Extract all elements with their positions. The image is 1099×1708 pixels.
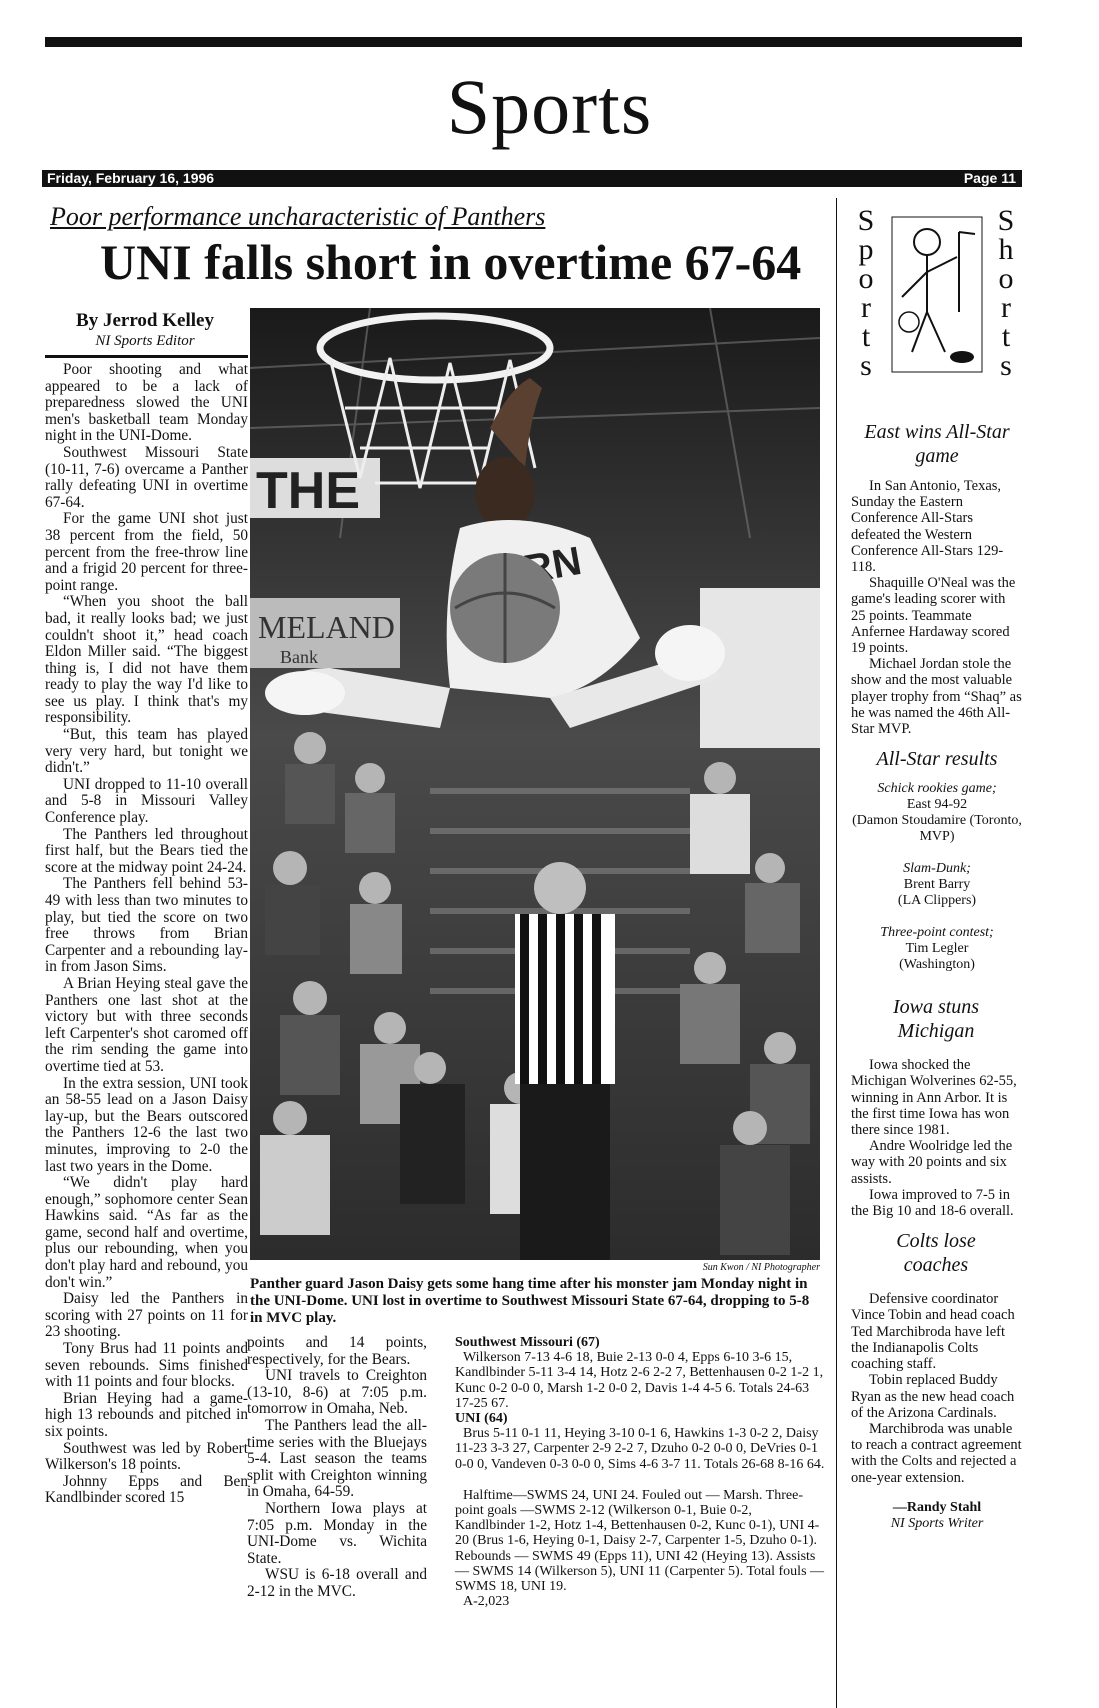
result-event: Slam-Dunk;	[903, 861, 971, 877]
paragraph: Tobin replaced Buddy Ryan as the new head coach of the Arizona Cardinals.	[851, 1372, 1015, 1421]
paragraph: Iowa improved to 7-5 in the Big 10 and 18-6 overall.	[851, 1186, 1014, 1220]
paragraph: “When you shoot the ball bad, it really looks bad; we just couldn't shoot it,” head coach Eldon Miller said. “The biggest thing is, I did not have them ready to play the way I'd like to see us play. I think that's my responsibility.	[45, 593, 248, 727]
result-winner: East 94-92	[906, 797, 968, 813]
sidebar-story-body	[851, 1291, 1023, 1485]
box-team-2: UNI (64)	[455, 1411, 508, 1427]
sidebar-vertical-title-left: S p o r t s	[857, 204, 875, 382]
paragraph: Poor shooting and what appeared to be a lack of preparedness slowed the UNI men's basketball team Monday night in the UNI-Dome.	[45, 361, 248, 445]
paragraph: Brian Heying had a game-high 13 rebounds and pitched in six points.	[45, 1389, 248, 1440]
sidebar-story-head: Iowa stuns Michigan	[892, 996, 980, 1043]
paragraph: For the game UNI shot just 38 percent from the field, 50 percent from the free-throw line and a frigid 20 percent for three-point range.	[45, 510, 248, 594]
result-detail: (Damon Stoudamire (Toronto, MVP)	[852, 813, 1022, 845]
sponsor-banner-text: MELAND	[258, 609, 395, 645]
headline: UNI falls short in overtime 67-64	[100, 234, 802, 290]
result-winner: Tim Legler	[905, 941, 969, 957]
arena-banner-text: THE	[256, 462, 360, 520]
paragraph: Iowa shocked the Michigan Wolverines 62-55, winning in Ann Arbor. It is the first time Iowa has won there since 1981.	[851, 1057, 1017, 1139]
paragraph: In San Antonio, Texas, Sunday the Eastern Conference All-Stars defeated the Western Conference All-Stars 129-118.	[851, 478, 1004, 576]
paragraph: The Panthers led throughout first half, but the Bears tied the score at the midway point 24-24.	[45, 825, 248, 876]
paragraph: Shaquille O'Neal was the game's leading scorer with 25 points. Teammate Anfernee Hardaway scored 19 points.	[851, 575, 1016, 657]
dunk-photo-illustration	[250, 308, 820, 1260]
article-column-1	[45, 362, 248, 1507]
sidebar-story-body	[851, 1057, 1023, 1219]
paragraph: Andre Woolridge led the way with 20 points and six assists.	[851, 1138, 1013, 1187]
sidebar-signoff: —Randy Stahl	[892, 1499, 982, 1515]
paragraph: The Panthers lead the all-time series with the Bluejays 5-4. Last season the teams split with Creighton winning in Omaha, 64-59.	[247, 1416, 427, 1501]
sidebar-vertical-title-right: S h o r t s	[997, 204, 1015, 382]
byline-rule	[45, 355, 248, 358]
paragraph: points and 14 points, respectively, for the Bears.	[247, 1334, 427, 1368]
byline-role: NI Sports Editor	[95, 333, 195, 349]
result-winner: Brent Barry	[903, 877, 971, 893]
photo-caption: Panther guard Jason Daisy gets some hang time after his monster jam Monday night in the UNI-Dome. UNI lost in overtime to Southwest Missouri State 67-64, dropping to 5-8 in MVC play.	[250, 1276, 810, 1326]
paragraph: “We didn't play hard enough,” sophomore center Sean Hawkins said. “As far as the game, second half and overtime, plus our rebounding, when you don't play hard and rebound, you don't win.”	[45, 1174, 248, 1291]
byline: By Jerrod Kelley	[76, 310, 214, 331]
sidebar-signoff-role: NI Sports Writer	[890, 1515, 984, 1531]
column-divider	[836, 198, 837, 1708]
paragraph: UNI travels to Creighton (13-10, 8-6) at 7:05 p.m. tomorrow in Omaha, Neb.	[247, 1367, 427, 1418]
paragraph: Marchibroda was unable to reach a contract agreement with the Colts and rejected a one-year extension.	[851, 1420, 1022, 1486]
paragraph: UNI dropped to 11-10 overall and 5-8 in Missouri Valley Conference play.	[45, 775, 248, 827]
kicker: Poor performance uncharacteristic of Panthers	[50, 202, 546, 231]
page-number: Page 11	[963, 170, 1016, 186]
box-team-2-line: Brus 5-11 0-1 11, Heying 3-10 0-1 6, Hawkins 1-3 0-2 2, Daisy 11-23 3-3 27, Carpenter 2-9 2-2 7, Dzuho 0-2 0-0 0, DeVries 0-1 0-0 0, Vandeven 0-3 0-0 0, Sims 4-6 3-7 11. Totals 26-68 8-16 64.	[455, 1426, 825, 1472]
paragraph: Southwest was led by Robert Wilkerson's 18 points.	[45, 1439, 248, 1474]
paragraph: Johnny Epps and Ben Kandlbinder scored 15	[45, 1472, 248, 1507]
top-rule	[45, 37, 1022, 47]
paragraph: Southwest Missouri State (10-11, 7-6) overcame a Panther rally defeating UNI in overtime 67-64.	[45, 443, 248, 511]
sponsor-banner-sub: Bank	[280, 647, 318, 667]
paragraph: “But, this team has played very very hard, but tonight we didn't.”	[45, 726, 248, 777]
paragraph: The Panthers fell behind 53-49 with less than two minutes to play, but tied the score on two free throws from Brian Carpenter and a rebounding lay-in from Jason Sims.	[45, 875, 248, 976]
article-column-2	[247, 1335, 427, 1601]
paragraph: Daisy led the Panthers in scoring with 27 points on 11 for 23 shooting.	[45, 1290, 248, 1341]
result-event: Schick rookies game;	[877, 781, 997, 797]
game-photo	[250, 308, 820, 1260]
sidebar-story-body	[851, 478, 1023, 737]
box-score	[455, 1335, 825, 1609]
paragraph: In the extra session, UNI took an 58-55 lead on a Jason Daisy lay-up, but the Bears outscored the Panthers 12-6 the last two minutes, improving to 2-0 the last two years in the Dome.	[45, 1074, 248, 1175]
paragraph: Northern Iowa plays at 7:05 p.m. Monday in the UNI-Dome vs. Wichita State.	[247, 1499, 427, 1567]
paragraph: WSU is 6-18 overall and 2-12 in the MVC.	[247, 1566, 427, 1600]
sidebar-story-head: East wins All-Star game	[864, 421, 1010, 467]
box-summary: Halftime—SWMS 24, UNI 24. Fouled out — Marsh. Three-point goals —SWMS 2-12 (Wilkerson 0-1, Buie 0-2, Kandlbinder 1-2, Hotz 1-4, Bettenhausen 0-2, Kunc 0-1), UNI 4-20 (Brus 1-6, Heying 0-1, Daisy 2-7, Carpenter 1-5, Dzuho 0-1). Rebounds — SWMS 49 (Epps 11), UNI 42 (Heying 13). Assists — SWMS 14 (Wilkerson 5), UNI 11 (Carpenter 5). Total fouls — SWMS 18, UNI 19.	[455, 1487, 825, 1595]
paragraph: A Brian Heying steal gave the Panthers one last shot at the victory but with three seconds left Carpenter's shot caromed off the rim sending the game into overtime tied at 53.	[45, 974, 248, 1075]
paragraph: Tony Brus had 11 points and seven rebounds. Sims finished with 11 points and four blocks.	[45, 1340, 248, 1391]
result-detail: (Washington)	[899, 957, 975, 973]
issue-date: Friday, February 16, 1996	[47, 170, 215, 186]
sidebar-story-head: All-Star results	[876, 748, 998, 771]
box-attendance: A-2,023	[463, 1594, 510, 1610]
date-bar	[42, 170, 1022, 187]
paragraph: Michael Jordan stole the show and the most valuable player trophy from “Shaq” as he was named the 46th All-Star MVP.	[851, 656, 1022, 738]
section-title: Sports	[446, 63, 653, 150]
photo-credit: Sun Kwon / NI Photographer	[702, 1262, 820, 1273]
box-team-1-line: Wilkerson 7-13 4-6 18, Buie 2-13 0-0 4, Epps 6-10 3-6 15, Kandlbinder 5-11 3-4 14, Hotz 2-6 2-2 7, Bettenhausen 0-2 1-2 1, Kunc 0-2 0-0 0, Marsh 1-2 0-0 2, Davis 1-4 4-5 6. Totals 24-63 17-25 67.	[455, 1350, 824, 1411]
box-team-1: Southwest Missouri (67)	[455, 1335, 600, 1350]
all-star-results	[851, 781, 1023, 973]
sports-shorts-sidebar	[851, 206, 1023, 1532]
result-event: Three-point contest;	[880, 925, 994, 941]
result-detail: (LA Clippers)	[897, 893, 977, 909]
sidebar-story-head: Colts lose coaches	[896, 1230, 976, 1277]
paragraph: Defensive coordinator Vince Tobin and head coach Ted Marchibroda have left the Indianapolis Colts coaching staff.	[851, 1291, 1015, 1373]
sports-shorts-header	[851, 206, 1023, 396]
sports-cartoon-icon	[887, 212, 987, 382]
